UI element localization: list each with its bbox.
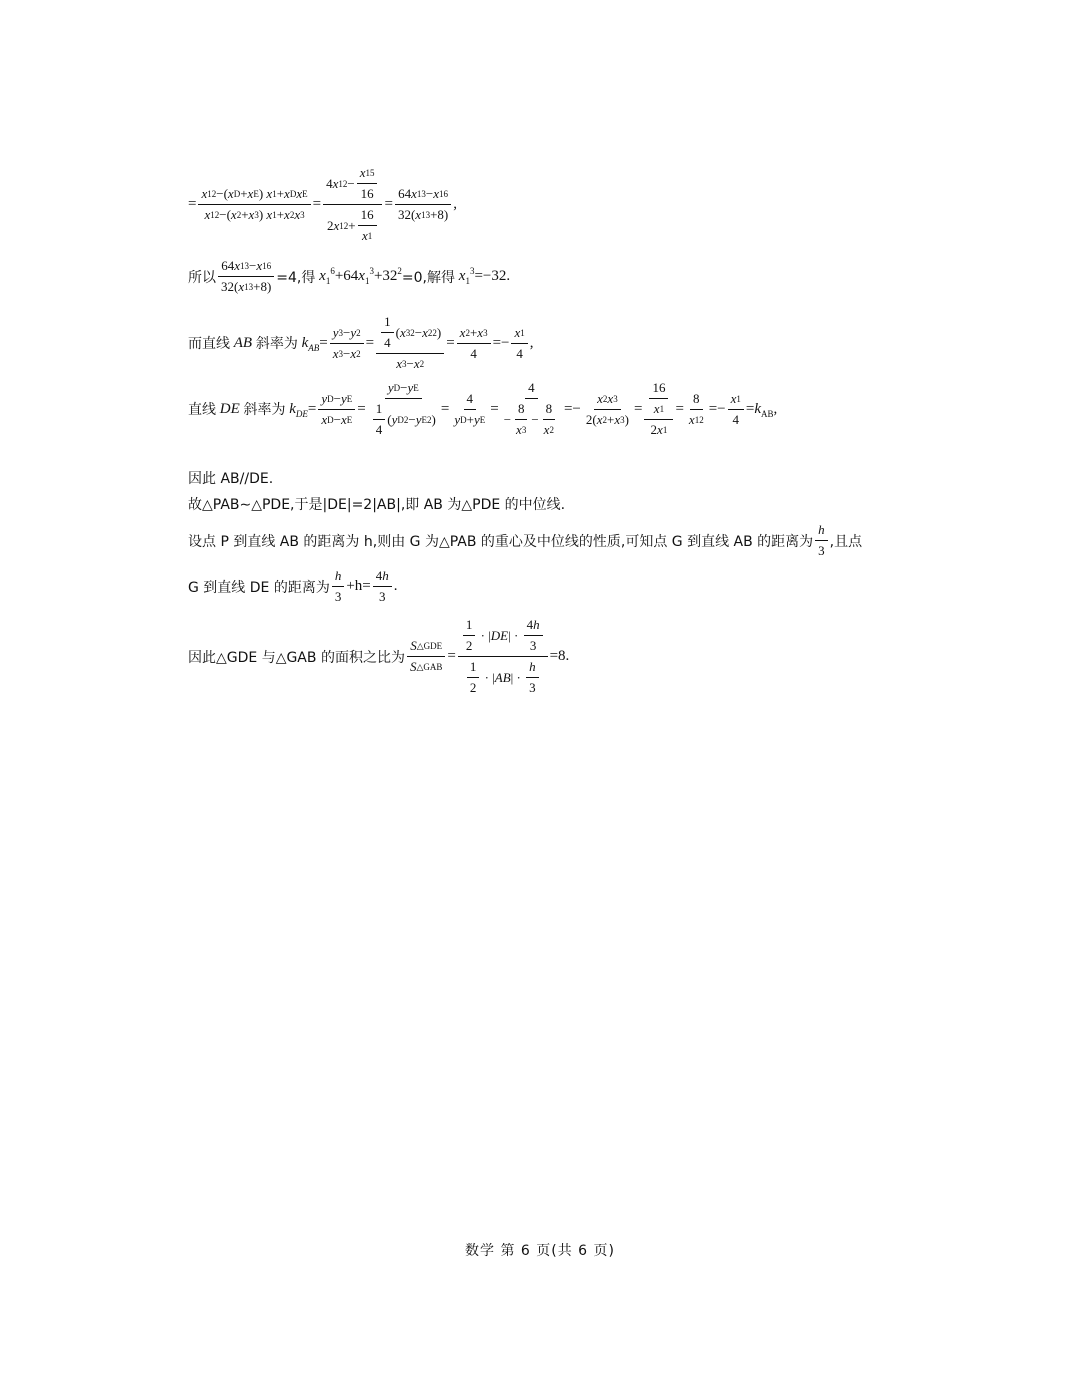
equation-line-2: 所以 64 x 1 3 − x 1 6 32( x 1 3 +8) =4,得 $x_1^6+64x_1^3+32^2$ =0,解得 $x_1^3$ =−32.: [188, 258, 511, 294]
equation-line-1: = x 1 2 −( x D + x E ) x 1 + x D x E x 1 2 −( x 2 + x 3 ) x 1 + x 2 x 3 = 4 x 1 2 − x 1 5 16 2 x 1 2 + 16 x 1 = 64 x 1 3 − x 1 6 32( x 1 3 +8) ,: [188, 165, 457, 243]
line-2-prefix: 所以: [188, 269, 216, 286]
fraction: y D − y E $\frac{1}{4}$ ( y D 2 − y E 2 ): [368, 380, 439, 438]
line-8-mid: +h=: [346, 578, 371, 594]
line-8-text: G 到直线 DE 的距离为: [188, 579, 330, 596]
fraction: $\frac{1}{4}$ ( x 3 2 − x 2 2 ) x 3 − x 2: [376, 314, 444, 372]
text-line-7: [188, 522, 862, 559]
line-1-tail: ,: [453, 196, 457, 212]
equation-line-4: 直线 DE 斜率为 $k_{DE}$ = y D − y E x D − x E = y D − y E $\frac{1}{4}$ ( y D 2 − y E 2 ) = 4 y D + y E = 4 − 8 x 3 − 8 x 2 =− x 2 x 3 2( x 2 + x 3 ) = 16 x 1 2 x 1 = 8 x 1 2 =− x 1 4 $=k_{AB}$,: [188, 380, 778, 437]
text-line-6: 故△PAB∼△PDE,于是|DE|=2|AB|,即 AB 为△PDE 的中位线.: [188, 497, 566, 513]
fraction: 8 x 1 2: [688, 390, 704, 427]
fraction: x 2 x 3 2( x 2 + x 3 ): [585, 390, 629, 427]
fraction: x 1 4: [511, 325, 527, 362]
fraction: x 1 4: [728, 391, 744, 428]
fraction: x 1 2 −( x D + x E ) x 1 + x D x E x 1 2 −( x 2 + x 3 ) x 1 + x 2 x 3: [198, 186, 310, 223]
fraction: $\frac{h}{3}$: [332, 568, 345, 605]
line-3-prefix: 而直线: [188, 336, 230, 352]
equation-line-3: 而直线 AB 斜率为 $k_{AB}$ = y 3 − y 2 x 3 − x 2 = $\frac{1}{4}$ ( x 3 2 − x 2 2 ) x 3 − x 2 = x 2 + x 3 4 =− x 1 4 ,: [188, 314, 534, 371]
line-2-tail: =−32.: [474, 268, 511, 284]
fraction: y D − y E x D − x E: [318, 391, 355, 428]
line-9-text: 因此△GDE 与△GAB 的面积之比为: [188, 649, 405, 666]
fraction: $\frac{1}{2}$ · | DE | · 4 h 3 $\frac{1}{2}$ · | AB | · $\frac{h}{3}$: [458, 617, 548, 696]
text-line-8: G 到直线 DE 的距离为 $\frac{h}{3}$ +h= 4 h 3 .: [188, 568, 398, 604]
line-9-tail: =8.: [549, 648, 570, 664]
line-4-label: 斜率为: [243, 402, 286, 418]
line-2-mid: =4,得: [276, 269, 316, 286]
line-7-text: 设点 P 到直线 AB 的距离为 h,则由 G 为△PAB 的重心及中位线的性质,可知点 G 到直线 AB 的距离为: [188, 533, 814, 550]
text-line-9: 因此△GDE 与△GAB 的面积之比为 S △GDE S △GAB = $\frac{1}{2}$ · | DE | · 4 h 3 $\frac{1}{2}$ · | AB | · $\frac{h}{3}$ =8.: [188, 617, 570, 695]
fraction: 4 x 1 2 − x 1 5 16 2 x 1 2 + 16 x 1: [323, 165, 382, 244]
fraction: 4 − 8 x 3 − 8 x 2: [503, 380, 554, 437]
fraction: 64 x 1 3 − x 1 6 32( x 1 3 +8): [395, 186, 451, 223]
line-7-tail: ,且点: [829, 533, 863, 550]
fraction: 64 x 1 3 − x 1 6 32( x 1 3 +8): [218, 258, 274, 295]
text-line-5: 因此 AB//DE.: [188, 471, 274, 487]
fraction: x 2 + x 3 4: [457, 325, 491, 362]
fraction: S △GDE S △GAB: [407, 638, 445, 675]
fraction: 4 h 3: [373, 568, 392, 605]
fraction: 16 x 1 2 x 1: [644, 380, 673, 438]
line-3-label: 斜率为: [255, 336, 298, 352]
line-2-mid2: =0,解得: [401, 269, 456, 286]
fraction: $\frac{h}{3}$: [815, 522, 828, 559]
page-footer: 数学 第 6 页(共 6 页): [465, 1243, 615, 1259]
fraction: y 3 − y 2 x 3 − x 2: [330, 325, 364, 362]
fraction: 4 y D + y E: [454, 390, 486, 427]
line-4-prefix: 直线: [188, 402, 216, 418]
